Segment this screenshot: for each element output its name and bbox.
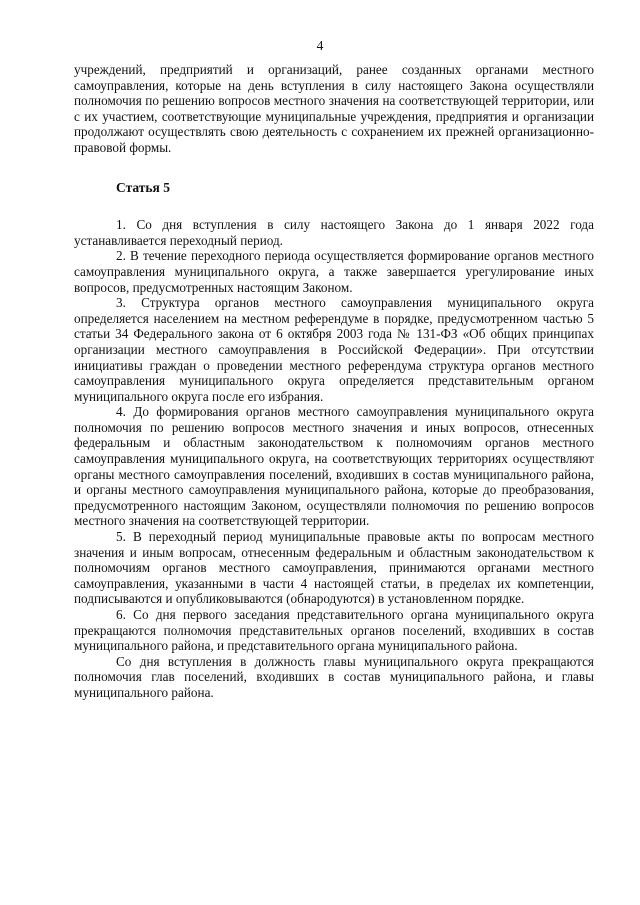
intro-paragraph: учреждений, предприятий и организаций, ранее созданных органами местного самоуправления, которые на день вступления в силу настоящего Закона осуществляли полномочия по решению вопросов местного значения на соответствующей территории, или с их участием, соответствующие муниципальные учреждения, предприятия и организации продолжают осуществлять свою деятельность с сохранением их прежней организационно-правовой формы. [74,62,594,155]
document-body [74,62,594,701]
article-heading: Статья 5 [116,179,170,195]
article-paragraph-3: 3. Структура органов местного самоуправления муниципального округа определяется населением на местном референдуме в порядке, предусмотренном частью 5 статьи 34 Федерального закона от 6 октября 2003 года № 131-ФЗ «Об общих принципах организации местного самоуправления в Российской Федерации». При отсутствии инициативы граждан о проведении местного референдума структура органов местного самоуправления муниципального округа определяется представительным органом муниципального округа после его избрания. [74,295,594,404]
article-paragraph-2: 2. В течение переходного периода осуществляется формирование органов местного самоуправления муниципального округа, а также завершается урегулирование иных вопросов, предусмотренных настоящим Законом. [74,248,594,295]
article-paragraph-6: 6. Со дня первого заседания представительного органа муниципального округа прекращаются полномочия представительных органов поселений, входивших в состав муниципального района, и представительного органа муниципального района. [74,607,594,654]
article-paragraph-1: 1. Со дня вступления в силу настоящего Закона до 1 января 2022 года устанавливается переходный период. [74,217,594,248]
page-number: 4 [316,38,324,53]
article-paragraph-4: 4. До формирования органов местного самоуправления муниципального округа полномочия по решению вопросов местного значения и иных вопросов, отнесенных федеральным и областным законодательством к полномочиям органов местного самоуправления муниципального округа, на соответствующих территориях осуществляют органы местного самоуправления поселений, входивших в состав муниципального района, и органы местного самоуправления муниципального района, которые до преобразования, предусмотренного настоящим Законом, осуществляли полномочия по решению вопросов местного значения на соответствующей территории. [74,404,594,529]
article-paragraph-5: 5. В переходный период муниципальные правовые акты по вопросам местного значения и иным вопросам, отнесенным федеральным и областным законодательством к полномочиям органов местного самоуправления, принимаются органами местного самоуправления, указанными в части 4 настоящей статьи, в пределах их компетенции, подписываются и опубликовываются (обнародуются) в установленном порядке. [74,529,594,607]
article-paragraph-7: Со дня вступления в должность главы муниципального округа прекращаются полномочия глав поселений, входивших в состав муниципального района, и главы муниципального района. [74,653,594,700]
